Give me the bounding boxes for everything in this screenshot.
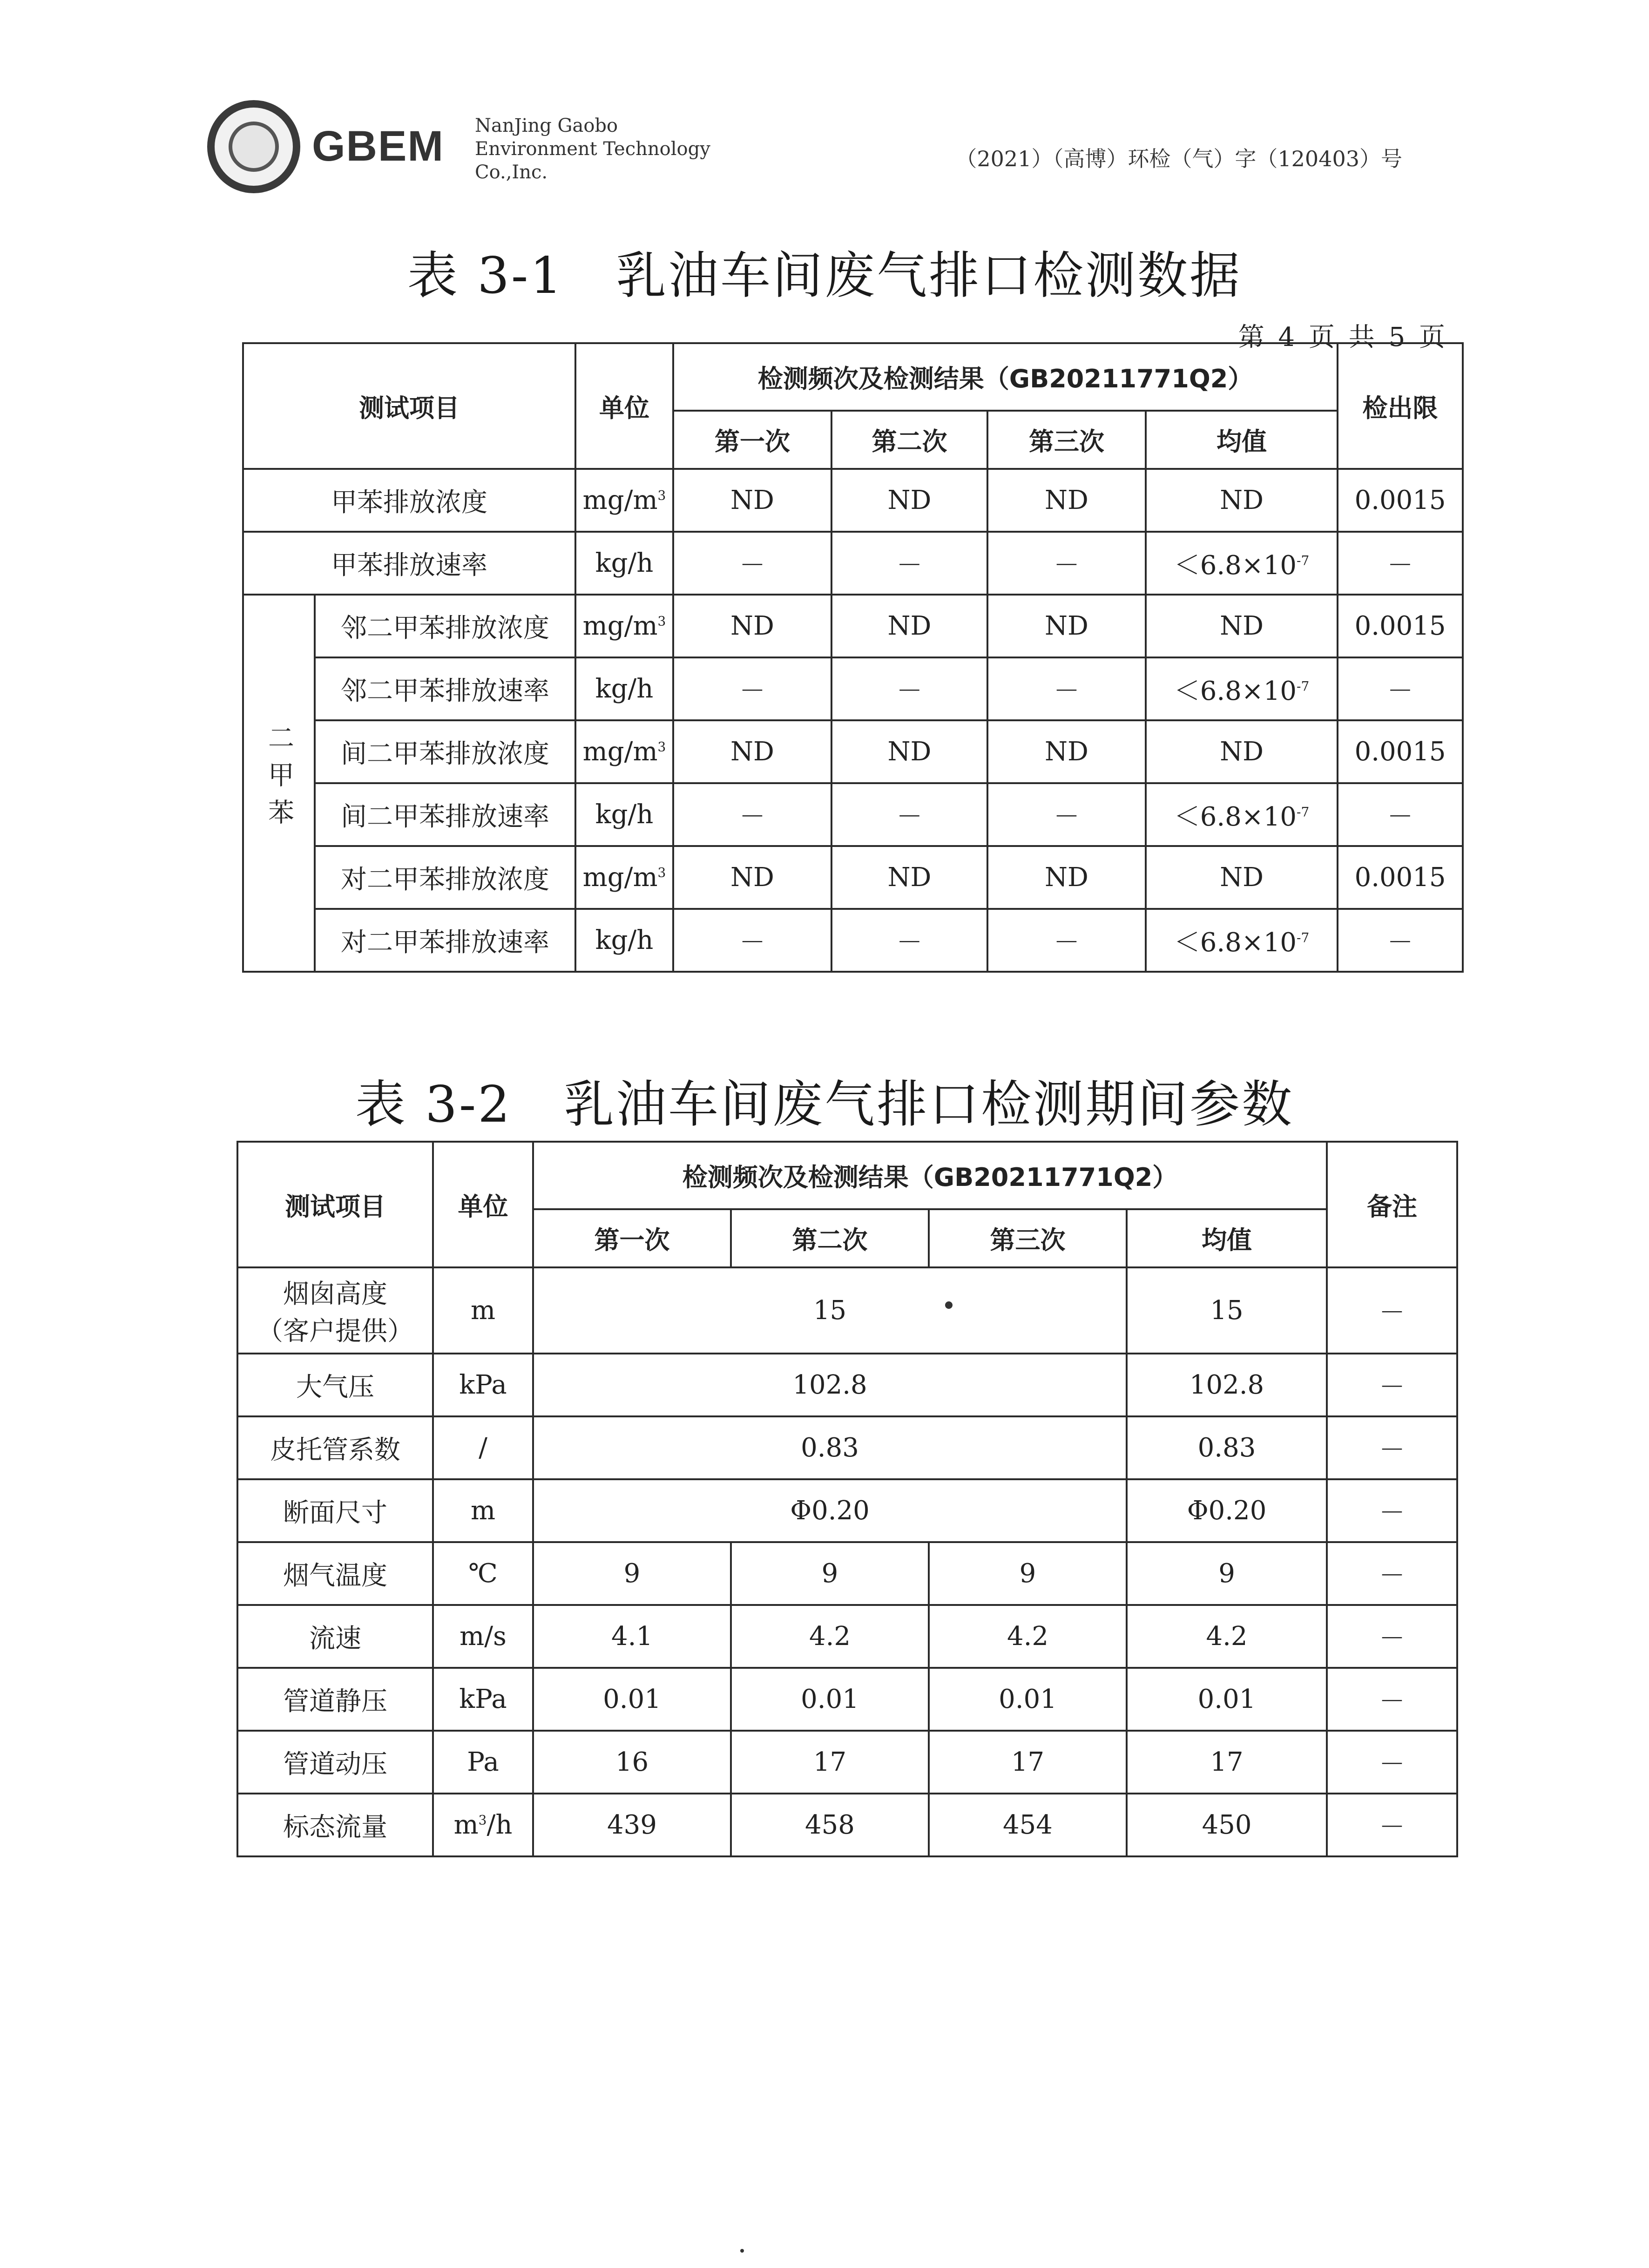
limit-cell: － <box>1338 909 1463 972</box>
average-cell: ND <box>1146 720 1338 783</box>
item-cell: 邻二甲苯排放速率 <box>315 657 575 720</box>
value-cell: － <box>987 657 1146 720</box>
unit-cell: ℃ <box>433 1542 533 1605</box>
value-cell: ND <box>831 595 987 657</box>
item-cell: 对二甲苯排放浓度 <box>315 846 575 909</box>
header-limit: 检出限 <box>1338 343 1463 469</box>
unit-cell: $mg/m^3$ <box>575 595 673 657</box>
table-row <box>243 909 1463 972</box>
value-cell: ND <box>987 595 1146 657</box>
company-line: NanJing Gaobo <box>475 115 618 136</box>
value-cell: 439 <box>533 1794 731 1856</box>
value-cell: 4.1 <box>533 1605 731 1668</box>
header-remark: 备注 <box>1327 1142 1457 1267</box>
table-row <box>243 469 1463 532</box>
group-label-xylene: 二甲苯 <box>243 595 315 972</box>
merged-value-cell: 102.8 <box>533 1354 1127 1416</box>
item-cell: 烟气温度 <box>237 1542 433 1605</box>
remark-cell: － <box>1327 1542 1457 1605</box>
table-row <box>243 657 1463 720</box>
value-cell: ND <box>673 846 831 909</box>
unit-cell: / <box>433 1416 533 1479</box>
average-cell: $<6.8\times 10^{-7}$ <box>1146 657 1338 720</box>
company-line: Environment Technology <box>475 138 710 160</box>
remark-cell: － <box>1327 1605 1457 1668</box>
average-cell: 9 <box>1127 1542 1327 1605</box>
remark-cell: － <box>1327 1416 1457 1479</box>
item-cell: 烟囱高度 （客户提供） <box>237 1267 433 1354</box>
limit-cell: 0.0015 <box>1338 846 1463 909</box>
unit-cell: kPa <box>433 1354 533 1416</box>
header-unit: 单位 <box>433 1142 533 1267</box>
unit-cell: kPa <box>433 1668 533 1731</box>
item-cell: 流速 <box>237 1605 433 1668</box>
table1-detection-data <box>242 342 1464 973</box>
item-cell: 断面尺寸 <box>237 1479 433 1542</box>
average-cell: 17 <box>1127 1731 1327 1794</box>
item-cell: 管道静压 <box>237 1668 433 1731</box>
header-results: 检测频次及检测结果（GB20211771Q2） <box>533 1142 1327 1209</box>
value-cell: 0.01 <box>533 1668 731 1731</box>
average-cell: 0.83 <box>1127 1416 1327 1479</box>
remark-cell: － <box>1327 1267 1457 1354</box>
header-average: 均值 <box>1127 1209 1327 1267</box>
table-row <box>243 846 1463 909</box>
table-row <box>237 1416 1457 1479</box>
limit-cell: － <box>1338 783 1463 846</box>
value-cell: － <box>673 783 831 846</box>
average-cell: 15 <box>1127 1267 1327 1354</box>
value-cell: － <box>831 783 987 846</box>
header-average: 均值 <box>1146 411 1338 469</box>
average-cell: 450 <box>1127 1794 1327 1856</box>
value-cell: 4.2 <box>929 1605 1127 1668</box>
limit-cell: 0.0015 <box>1338 595 1463 657</box>
table-row <box>237 1794 1457 1856</box>
limit-cell: 0.0015 <box>1338 469 1463 532</box>
value-cell: 0.01 <box>929 1668 1127 1731</box>
header-results: 检测频次及检测结果（GB20211771Q2） <box>673 343 1338 411</box>
unit-cell: $m^3/h$ <box>433 1794 533 1856</box>
value-cell: 454 <box>929 1794 1127 1856</box>
unit-cell: $mg/m^3$ <box>575 846 673 909</box>
value-cell: ND <box>831 846 987 909</box>
item-cell: 管道动压 <box>237 1731 433 1794</box>
value-cell: ND <box>673 720 831 783</box>
table-row <box>237 1605 1457 1668</box>
value-cell: ND <box>987 469 1146 532</box>
page-info: 第 4 页 共 5 页 <box>1238 322 1448 352</box>
header-second: 第二次 <box>831 411 987 469</box>
item-cell: 间二甲苯排放浓度 <box>315 720 575 783</box>
table2-title: 表 3-2 乳油车间废气排口检测期间参数 <box>355 1076 1294 1134</box>
average-cell: 102.8 <box>1127 1354 1327 1416</box>
value-cell: 458 <box>731 1794 929 1856</box>
unit-cell: m <box>433 1479 533 1542</box>
value-cell: ND <box>987 720 1146 783</box>
scan-speck <box>945 1301 953 1309</box>
remark-cell: － <box>1327 1668 1457 1731</box>
average-cell: Φ0.20 <box>1127 1479 1327 1542</box>
table-row <box>243 783 1463 846</box>
company-seal-logo <box>207 100 300 193</box>
table1-title: 表 3-1 乳油车间废气排口检测数据 <box>407 247 1242 305</box>
table2-parameters <box>237 1141 1458 1857</box>
unit-cell: m <box>433 1267 533 1354</box>
document-number: （2021）（高博）环检（气）字（120403）号 <box>955 146 1402 171</box>
limit-cell: － <box>1338 657 1463 720</box>
item-cell: 大气压 <box>237 1354 433 1416</box>
header-first: 第一次 <box>673 411 831 469</box>
header-third: 第三次 <box>929 1209 1127 1267</box>
header-second: 第二次 <box>731 1209 929 1267</box>
average-cell: 0.01 <box>1127 1668 1327 1731</box>
value-cell: － <box>673 657 831 720</box>
value-cell: 9 <box>533 1542 731 1605</box>
header-third: 第三次 <box>987 411 1146 469</box>
company-name <box>475 114 710 184</box>
table-row <box>237 1668 1457 1731</box>
value-cell: ND <box>673 595 831 657</box>
table-row <box>237 1267 1457 1354</box>
scan-speck <box>740 2249 744 2253</box>
average-cell: 4.2 <box>1127 1605 1327 1668</box>
value-cell: － <box>831 657 987 720</box>
item-cell: 标态流量 <box>237 1794 433 1856</box>
company-line: Co.,Inc. <box>475 162 548 183</box>
header-item: 测试项目 <box>243 343 575 469</box>
item-cell: 皮托管系数 <box>237 1416 433 1479</box>
limit-cell: 0.0015 <box>1338 720 1463 783</box>
value-cell: 4.2 <box>731 1605 929 1668</box>
value-cell: － <box>987 532 1146 595</box>
table-row <box>237 1354 1457 1416</box>
value-cell: － <box>673 532 831 595</box>
value-cell: － <box>673 909 831 972</box>
average-cell: $<6.8\times 10^{-7}$ <box>1146 909 1338 972</box>
item-cell: 甲苯排放浓度 <box>243 469 575 532</box>
value-cell: － <box>987 909 1146 972</box>
merged-value-cell: Φ0.20 <box>533 1479 1127 1542</box>
company-logo-text: GBEM <box>312 122 444 170</box>
value-cell: 9 <box>929 1542 1127 1605</box>
value-cell: 0.01 <box>731 1668 929 1731</box>
unit-cell: kg/h <box>575 909 673 972</box>
merged-value-cell: 15 <box>533 1267 1127 1354</box>
unit-cell: m/s <box>433 1605 533 1668</box>
table-row <box>237 1731 1457 1794</box>
average-cell: $<6.8\times 10^{-7}$ <box>1146 532 1338 595</box>
table-row <box>237 1479 1457 1542</box>
table-row <box>237 1542 1457 1605</box>
merged-value-cell: 0.83 <box>533 1416 1127 1479</box>
limit-cell: － <box>1338 532 1463 595</box>
value-cell: ND <box>987 846 1146 909</box>
header-item: 测试项目 <box>237 1142 433 1267</box>
remark-cell: － <box>1327 1354 1457 1416</box>
value-cell: 17 <box>929 1731 1127 1794</box>
value-cell: 17 <box>731 1731 929 1794</box>
remark-cell: － <box>1327 1794 1457 1856</box>
unit-cell: kg/h <box>575 532 673 595</box>
value-cell: 16 <box>533 1731 731 1794</box>
unit-cell: kg/h <box>575 657 673 720</box>
unit-cell: $mg/m^3$ <box>575 469 673 532</box>
average-cell: $<6.8\times 10^{-7}$ <box>1146 783 1338 846</box>
value-cell: － <box>831 909 987 972</box>
remark-cell: － <box>1327 1731 1457 1794</box>
value-cell: － <box>831 532 987 595</box>
header-first: 第一次 <box>533 1209 731 1267</box>
average-cell: ND <box>1146 469 1338 532</box>
average-cell: ND <box>1146 846 1338 909</box>
table-row <box>243 532 1463 595</box>
unit-cell: $mg/m^3$ <box>575 720 673 783</box>
header-unit: 单位 <box>575 343 673 469</box>
table-row <box>243 720 1463 783</box>
item-cell: 邻二甲苯排放浓度 <box>315 595 575 657</box>
value-cell: 9 <box>731 1542 929 1605</box>
unit-cell: Pa <box>433 1731 533 1794</box>
table-row <box>243 595 1463 657</box>
item-cell: 间二甲苯排放速率 <box>315 783 575 846</box>
average-cell: ND <box>1146 595 1338 657</box>
remark-cell: － <box>1327 1479 1457 1542</box>
unit-cell: kg/h <box>575 783 673 846</box>
item-cell: 对二甲苯排放速率 <box>315 909 575 972</box>
value-cell: ND <box>673 469 831 532</box>
value-cell: － <box>987 783 1146 846</box>
value-cell: ND <box>831 469 987 532</box>
value-cell: ND <box>831 720 987 783</box>
item-cell: 甲苯排放速率 <box>243 532 575 595</box>
